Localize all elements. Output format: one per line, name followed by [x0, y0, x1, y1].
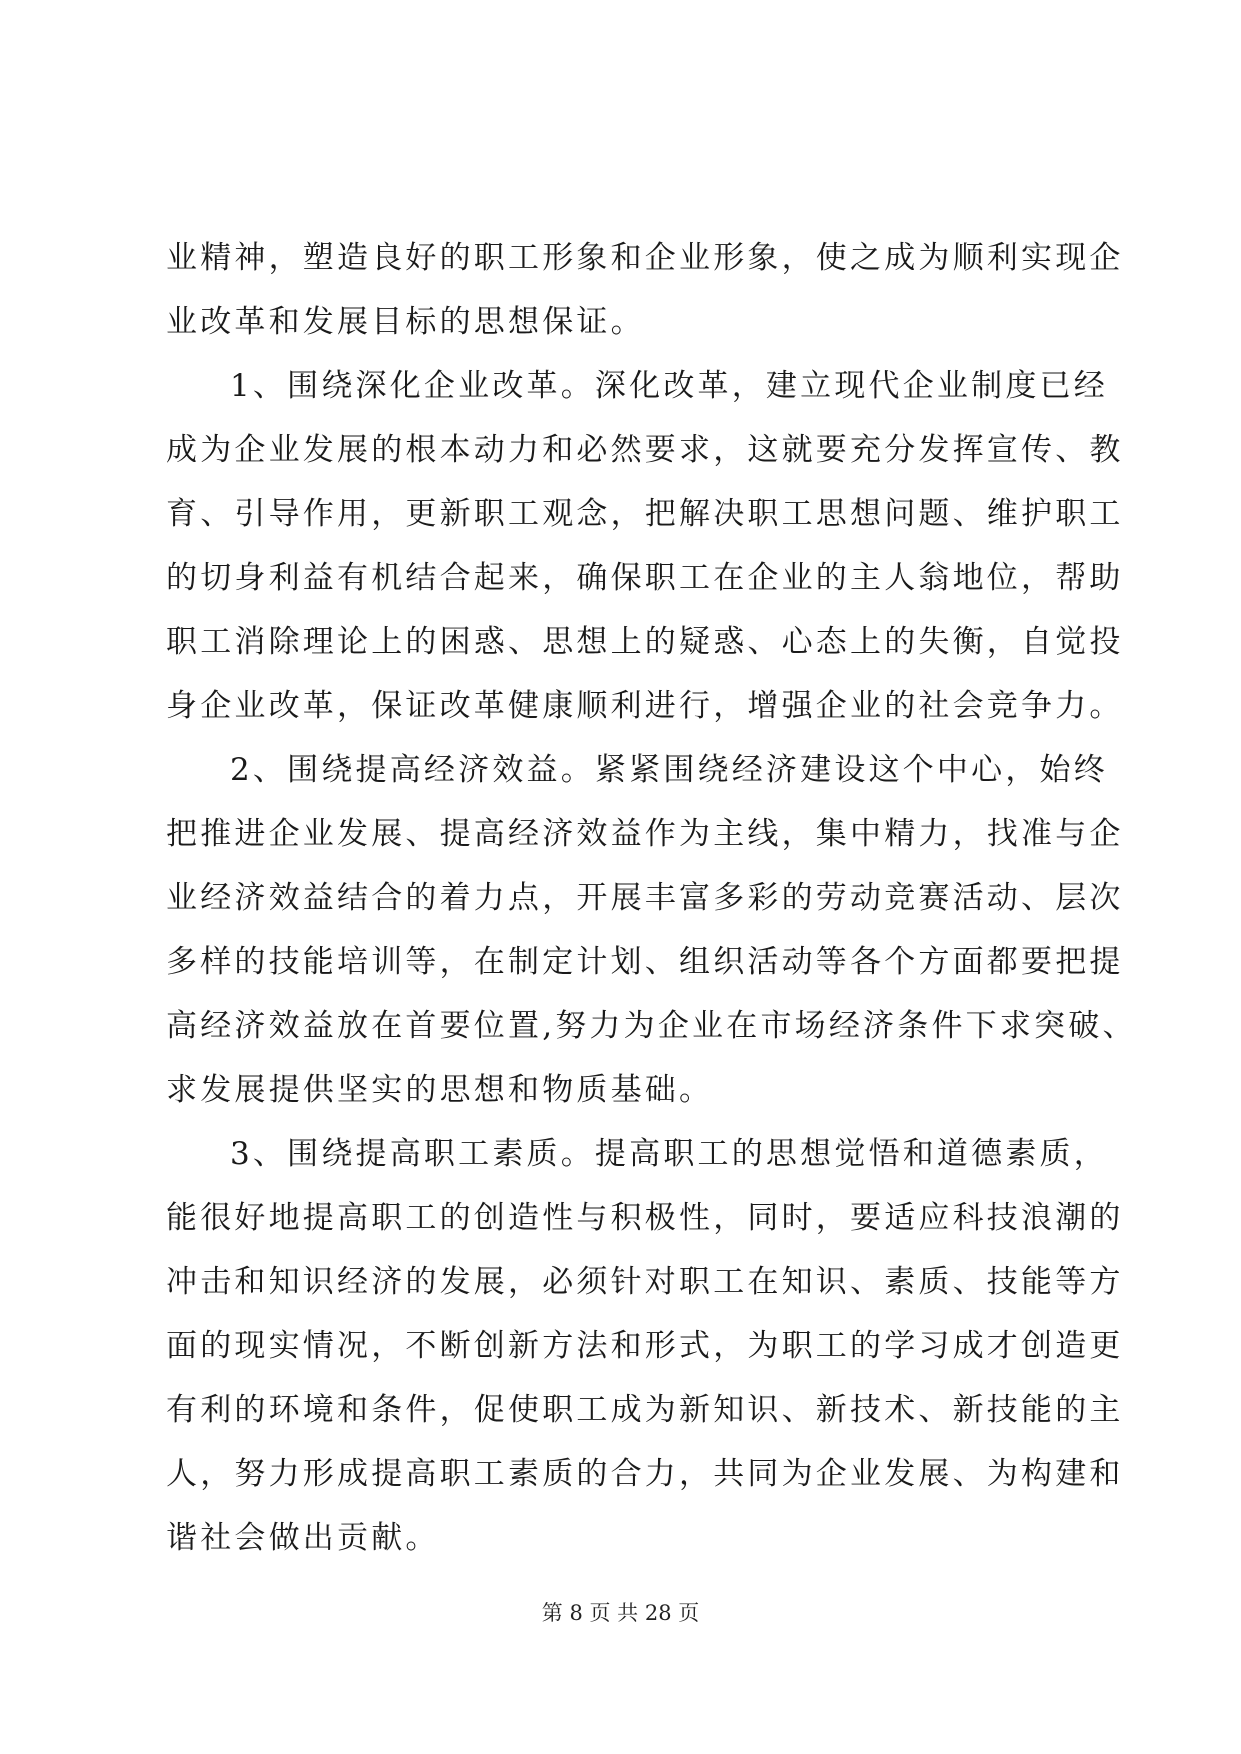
text-line: 求发展提供坚实的思想和物质基础。	[166, 1072, 714, 1108]
text-line: 的切身利益有机结合起来，确保职工在企业的主人翁地位，帮助	[166, 560, 1124, 596]
text-line: 有利的环境和条件，促使职工成为新知识、新技术、新技能的主	[166, 1392, 1124, 1428]
text-line: 业经济效益结合的着力点，开展丰富多彩的劳动竞赛活动、层次	[166, 880, 1124, 916]
paragraph-1-start: 1、围绕深化企业改革。深化改革，建立现代企业制度已经	[230, 368, 1108, 404]
page-number-footer: 第 8 页 共 28 页	[541, 1601, 700, 1625]
text-line: 人，努力形成提高职工素质的合力，共同为企业发展、为构建和	[166, 1456, 1124, 1492]
text-line: 业改革和发展目标的思想保证。	[166, 304, 645, 340]
document-body	[166, 226, 1137, 1570]
text-line: 高经济效益放在首要位置,努力为企业在市场经济条件下求突破、	[166, 1008, 1137, 1044]
text-line: 成为企业发展的根本动力和必然要求，这就要充分发挥宣传、教	[166, 432, 1124, 468]
text-line: 多样的技能培训等，在制定计划、组织活动等各个方面都要把提	[166, 944, 1124, 980]
text-line: 能很好地提高职工的创造性与积极性，同时，要适应科技浪潮的	[166, 1200, 1124, 1236]
paragraph-3-start: 3、围绕提高职工素质。提高职工的思想觉悟和道德素质，	[230, 1136, 1108, 1172]
text-line: 面的现实情况，不断创新方法和形式，为职工的学习成才创造更	[166, 1328, 1124, 1364]
text-line: 育、引导作用，更新职工观念，把解决职工思想问题、维护职工	[166, 496, 1124, 532]
text-line: 把推进企业发展、提高经济效益作为主线，集中精力，找准与企	[166, 816, 1124, 852]
text-line: 职工消除理论上的困惑、思想上的疑惑、心态上的失衡，自觉投	[166, 624, 1124, 660]
text-line: 业精神，塑造良好的职工形象和企业形象，使之成为顺利实现企	[166, 240, 1124, 276]
paragraph-2-start: 2、围绕提高经济效益。紧紧围绕经济建设这个中心，始终	[230, 752, 1108, 788]
text-line: 谐社会做出贡献。	[166, 1520, 440, 1556]
text-line: 冲击和知识经济的发展，必须针对职工在知识、素质、技能等方	[166, 1264, 1124, 1300]
text-line: 身企业改革，保证改革健康顺利进行，增强企业的社会竞争力。	[166, 688, 1124, 724]
